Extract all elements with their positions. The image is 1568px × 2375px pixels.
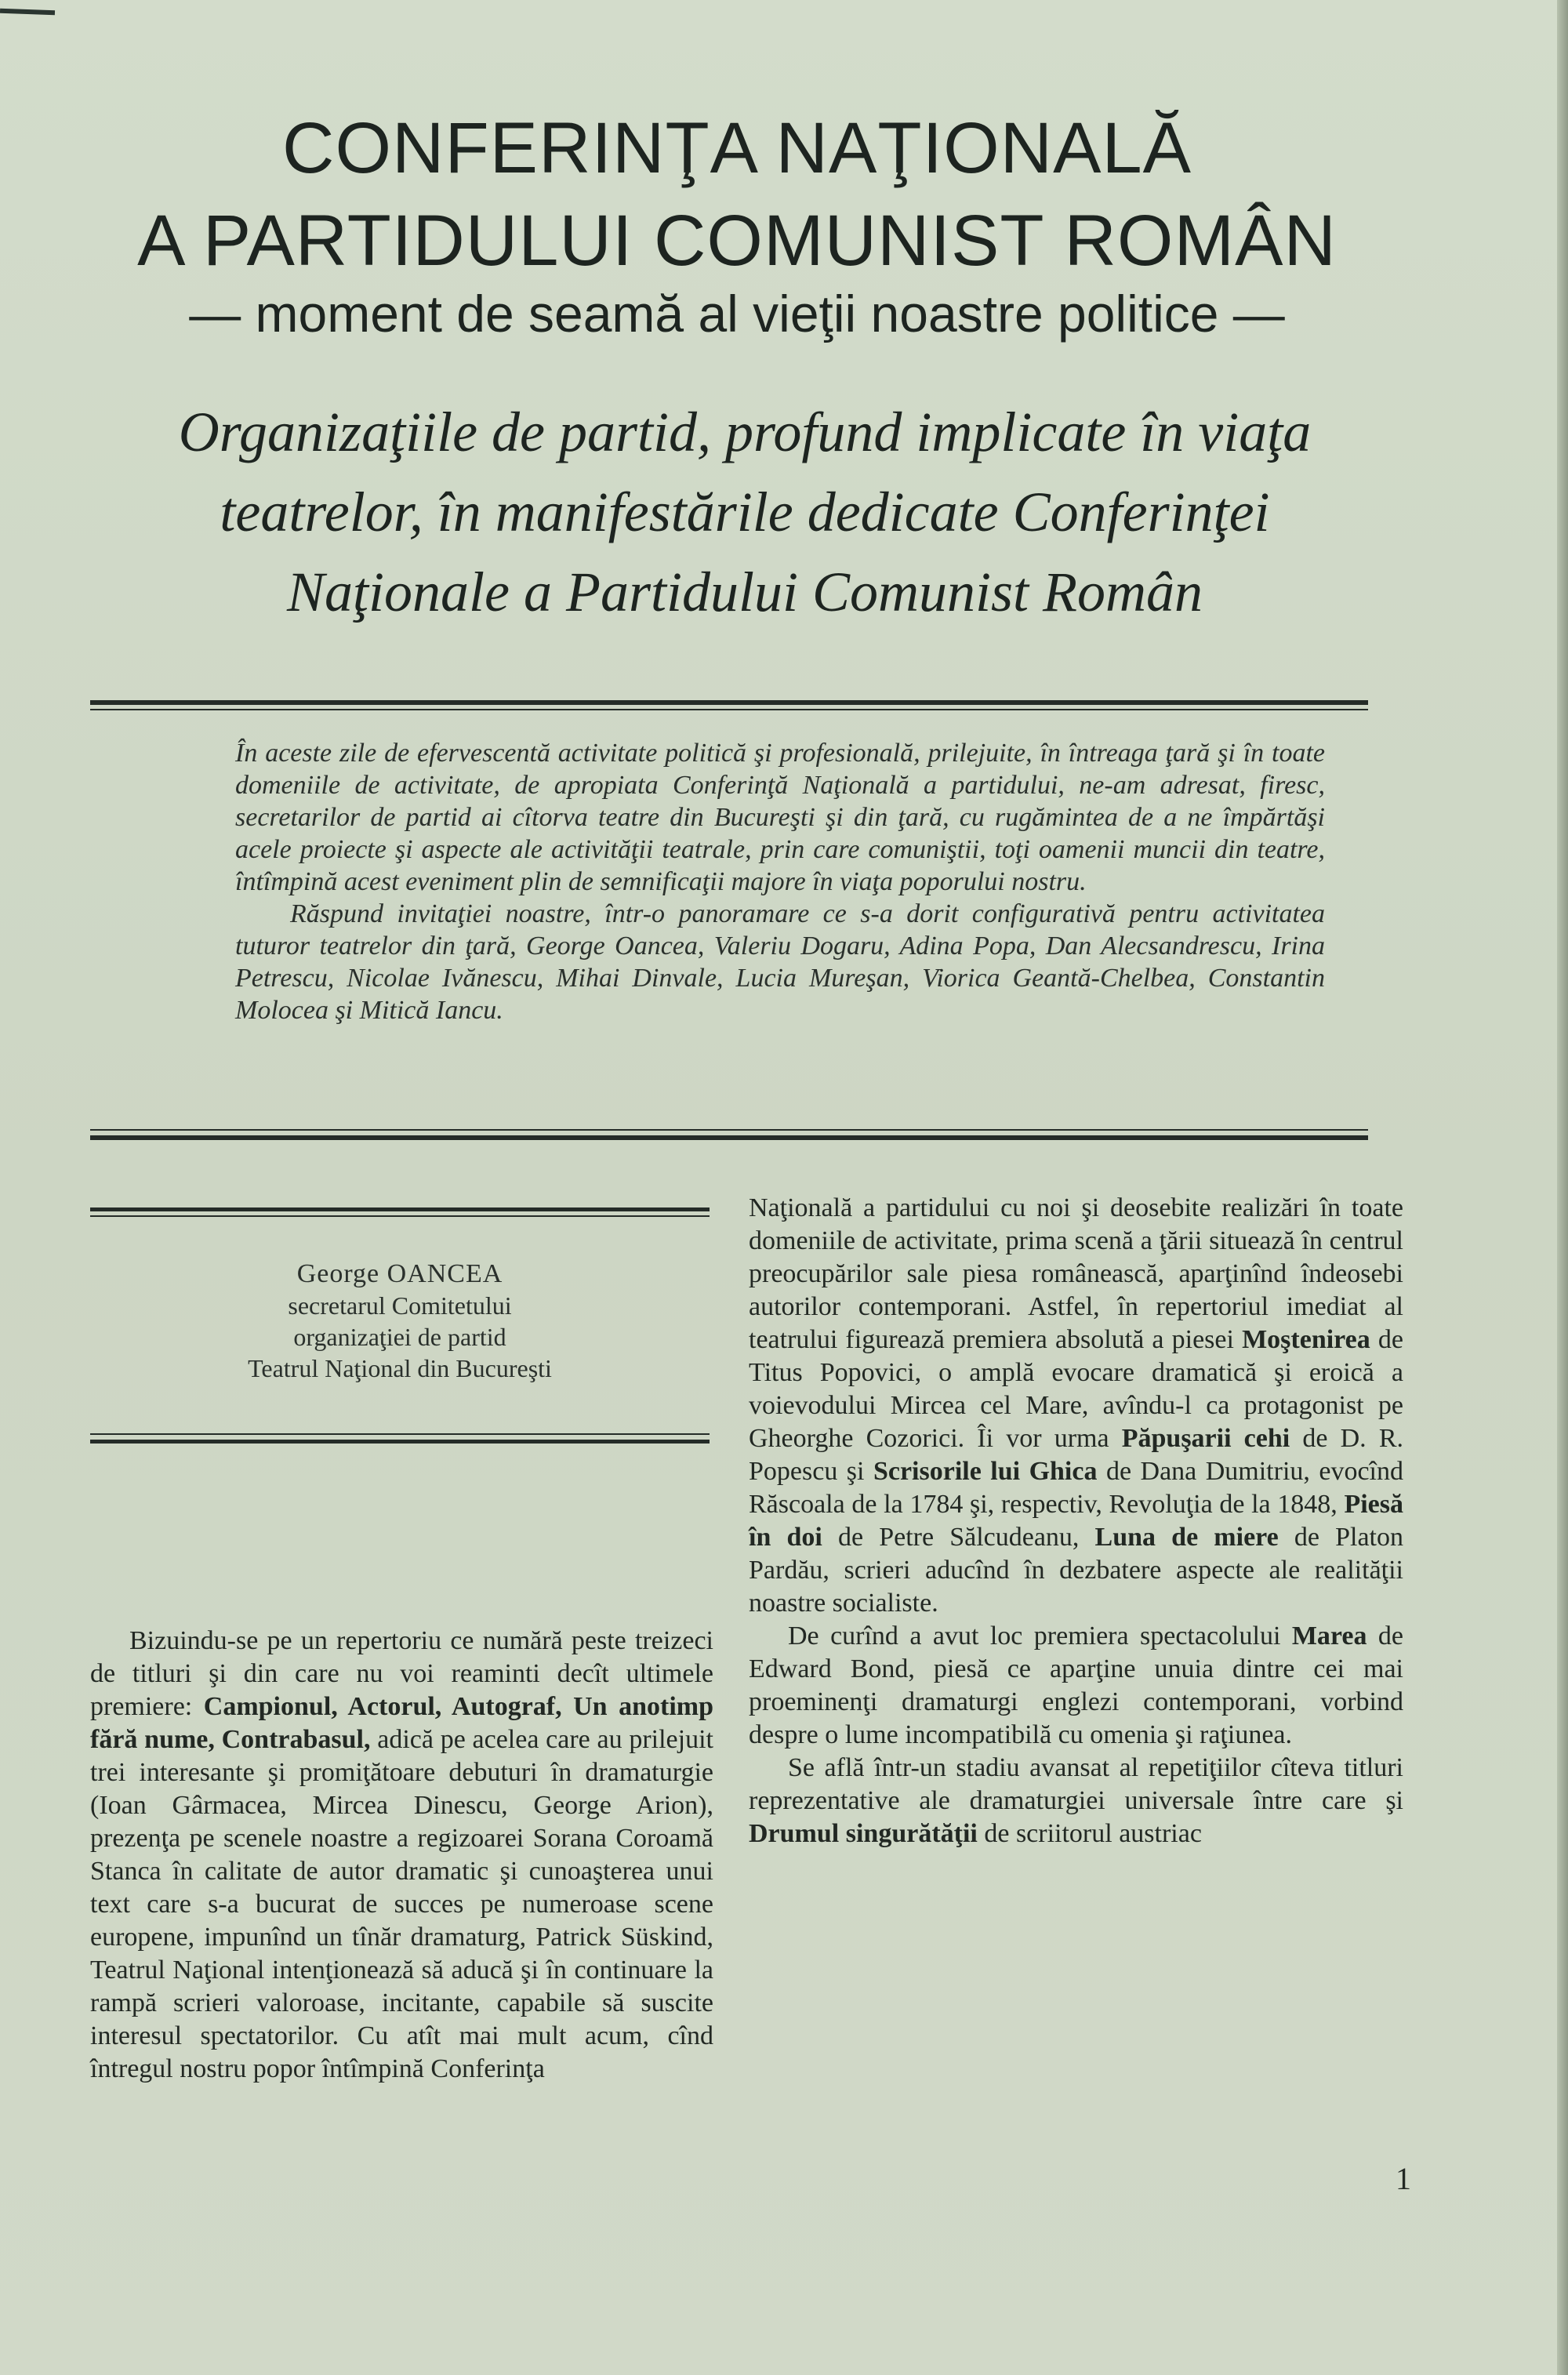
title-line-2: A PARTIDULUI COMUNIST ROMÂN xyxy=(137,201,1337,281)
article-subtitle: — moment de seamă al vieţii noastre politice — xyxy=(189,285,1285,343)
intro-text xyxy=(235,737,1325,1026)
intro-bottom-rule xyxy=(90,1135,1368,1140)
section-headline: Organizaţiile de partid, profund implicate în viaţa teatrelor, în manifestările dedicate Conferinţei Naţionale a Partidului Comunist Român xyxy=(178,401,1312,623)
author-block xyxy=(90,1258,710,1384)
author-top-rule-thin xyxy=(90,1215,710,1217)
play-title: Scrisorile lui Ghica xyxy=(873,1457,1098,1486)
intro-top-rule xyxy=(90,700,1368,705)
intro-paragraph-2: Răspund invitaţiei noastre, într-o panoramare ce s-a dorit configurativă pentru activitatea tuturor teatrelor din ţară, George Oancea, Valeriu Dogaru, Adina Popa, Dan Alecsandrescu, Irina Petrescu, Nicolae Ivănescu, Mihai Dinvale, Lucia Mureşan, Viorica Geantă-Chelbea, Constantin Molocea şi Mitică Iancu. xyxy=(235,899,1325,1025)
intro-bottom-rule-thin xyxy=(90,1129,1368,1131)
play-title: Păpuşarii cehi xyxy=(1121,1424,1290,1453)
right-column xyxy=(749,1192,1403,1850)
intro-top-rule-thin xyxy=(90,709,1368,710)
scan-corner-mark xyxy=(0,9,55,15)
text-run: de D. R. Popescu şi xyxy=(749,1424,1404,1486)
right-paragraph-3 xyxy=(749,1752,1403,1850)
right-paragraph-2 xyxy=(749,1620,1403,1752)
text-run: Se află într-un stadiu avansat al repetiţiilor cîteva titluri reprezentative ale dramaturgiei universale între care şi xyxy=(749,1753,1403,1815)
play-title: Drumul singurătăţii xyxy=(749,1819,978,1848)
text-run: de Edward Bond, piesă ce aparţine unuia dintre cei mai proeminenţi dramaturgi englezi contemporani, vorbind despre o lume incompatibilă cu omenia şi raţiunea. xyxy=(749,1621,1403,1749)
play-title: Marea xyxy=(1291,1621,1367,1651)
play-title: Luna de miere xyxy=(1094,1523,1279,1552)
right-paragraph-1 xyxy=(749,1192,1403,1620)
author-top-rule xyxy=(90,1207,710,1211)
left-column xyxy=(90,1625,713,2086)
author-role-line-2: organizaţiei de partid xyxy=(293,1323,506,1351)
author-name: George OANCEA xyxy=(296,1259,503,1288)
text-run: Bizuindu-se pe un repertoriu ce numără peste treizeci de titluri şi din care nu voi reaminti decît ultimele premiere: xyxy=(90,1626,713,1721)
text-run: adică pe acelea care au prilejuit trei interesante şi promiţătoare debuturi în dramaturgie (Ioan Gârmacea, Mircea Dinescu, George Arion), prezenţa pe scenele noastre a regizoarei Sorana Coroamă Stanca în calitate de autor dramatic şi cunoaşterea unui text care s-a bucurat de succes pe numeroase scene europene, impunînd un tînăr dramaturg, Patrick Süskind, Teatrul Naţional intenţionează să aducă şi în continuare la rampă scrieri valoroase, incitante, capabile să suscite interesul spectatorilor. Cu atît mai mult acum, cînd întregul nostru popor întîmpină Conferinţa xyxy=(90,1725,713,2083)
text-run: Naţională a partidului cu noi şi deosebite realizări în toate domeniile de activitate, prima scenă a ţării situează în centrul preocupărilor sale piesa românească, aparţinînd îndeosebi autorilor contemporani. Astfel, în repertoriul imediat al teatrului figurează premiera absolută a piesei xyxy=(749,1193,1403,1354)
intro-paragraph-1: În aceste zile de efervescentă activitate politică şi profesională, prilejuite, în întreaga ţară şi în toate domeniile de activitate, de apropiata Conferinţă Naţională a partidului, ne-am adresat, firesc, secretarilor de partid ai cîtorva teatre din Bucureşti şi din ţară, cu rugămintea de a ne împărtăşi acele proiecte şi aspecte ale activităţii teatrale, prin care comuniştii, toţi oamenii muncii din teatre, întîmpină acest eveniment plin de semnificaţii majore în viaţa poporului nostru. xyxy=(235,739,1325,896)
text-run: de Platon Pardău, scrieri aducînd în dezbatere aspecte ale realităţii noastre socialiste. xyxy=(749,1523,1403,1618)
title-line-1: CONFERINŢA NAŢIONALĂ xyxy=(282,108,1192,188)
text-run: de Dana Dumitriu, evocînd Răscoala de la 1784 şi, respectiv, Revoluţia de la 1848, xyxy=(749,1457,1403,1519)
left-paragraph-1 xyxy=(90,1625,713,2086)
page-number: 1 xyxy=(1396,2161,1411,2196)
author-role-line-3: Teatrul Naţional din Bucureşti xyxy=(248,1354,552,1382)
author-bottom-rule xyxy=(90,1440,710,1444)
play-titles: Campionul, Actorul, Autograf, Un anotimp fără nume, Contrabasul, xyxy=(90,1692,713,1754)
text-run: de Titus Popovici, o amplă evocare dramatică şi eroică a voievodului Mircea cel Mare, avîndu-l ca protagonist pe Gheorghe Cozorici. Îi vor urma xyxy=(749,1325,1403,1453)
author-role-line-1: secretarul Comitetului xyxy=(288,1291,512,1320)
text-run: De curînd a avut loc premiera spectacolului xyxy=(788,1621,1292,1651)
play-title: Moştenirea xyxy=(1242,1325,1370,1354)
page-edge-shadow xyxy=(1557,0,1568,2375)
text-run: de Petre Sălcudeanu, xyxy=(822,1523,1095,1552)
play-title: Piesă în doi xyxy=(749,1490,1403,1552)
article-title xyxy=(94,102,1380,287)
author-bottom-rule-thin xyxy=(90,1433,710,1435)
text-run: de scriitorul austriac xyxy=(977,1819,1202,1848)
